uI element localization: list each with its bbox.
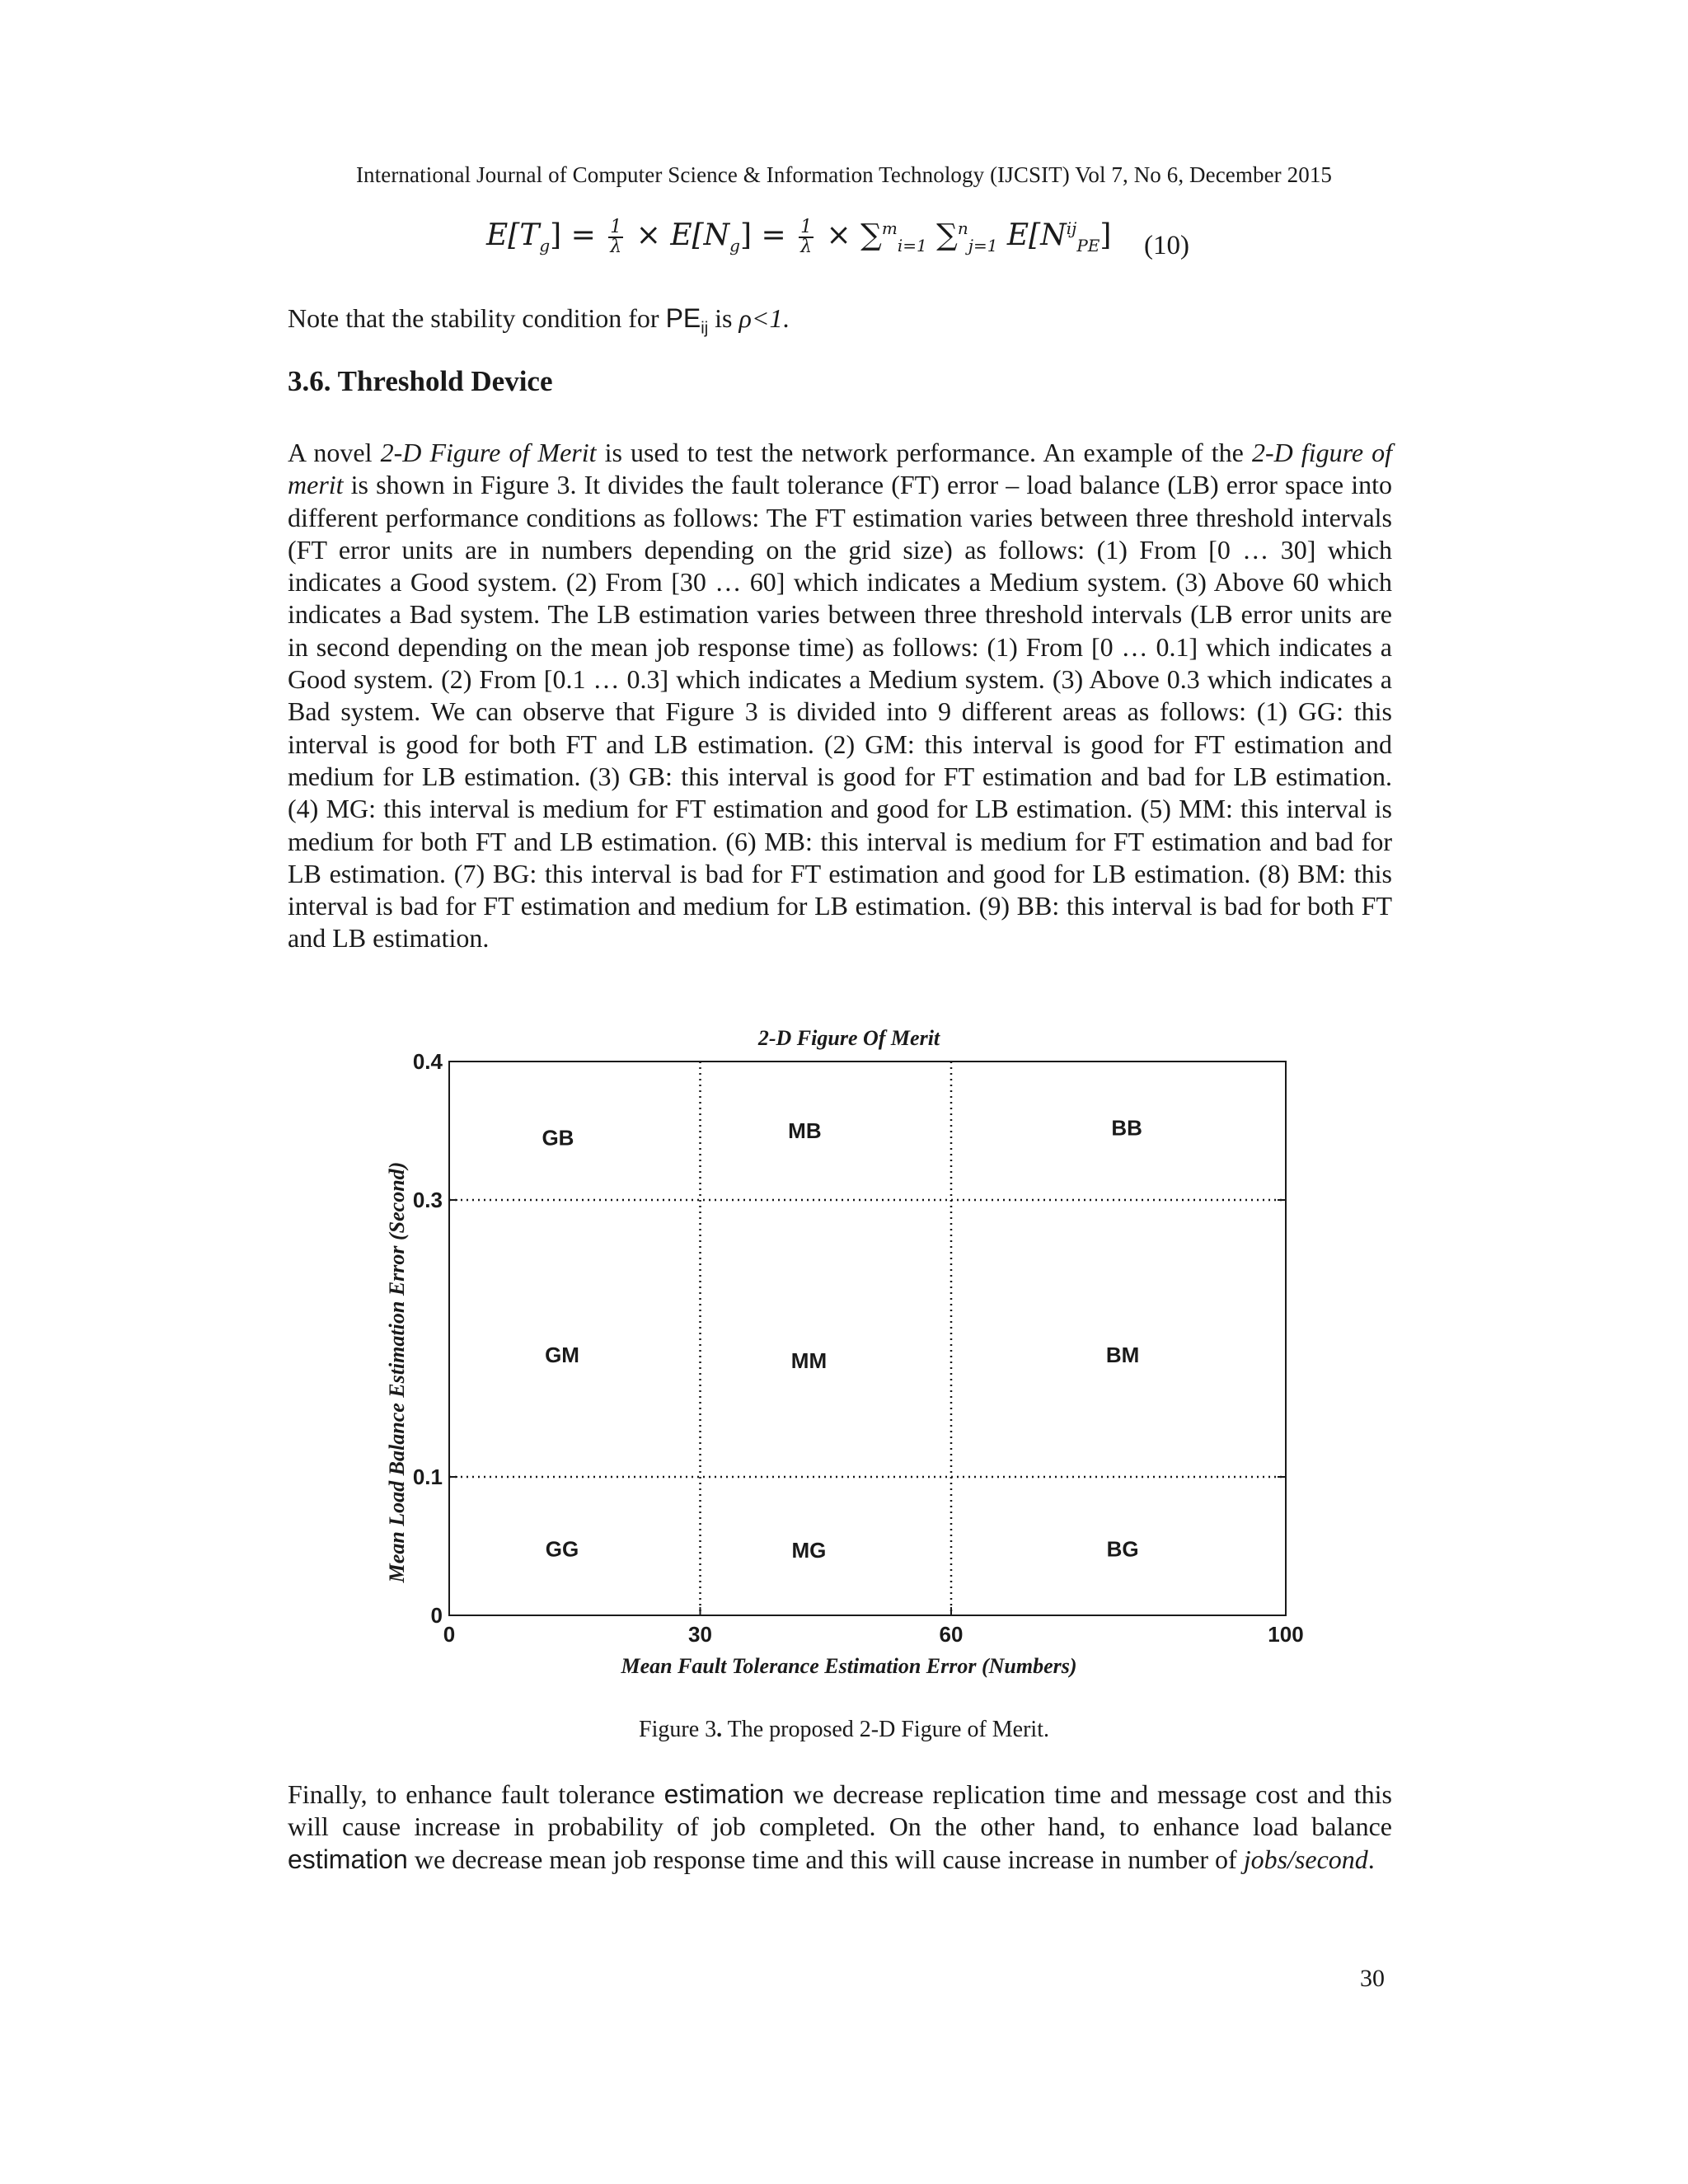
figure-caption (0, 1717, 1688, 1743)
eq-fraction (608, 218, 623, 256)
eq-mid-sub: g (729, 236, 740, 256)
para2-part4: . (1367, 1844, 1375, 1874)
x-tick-label-3: 100 (1268, 1622, 1304, 1647)
x-tick-label-1: 30 (688, 1622, 712, 1647)
eq-lhs: E[T (486, 218, 540, 252)
eq-lhs-sub: g (539, 236, 551, 256)
chart-title: 2-D Figure Of Merit (757, 1026, 940, 1050)
eq-expect: E[N (1006, 218, 1067, 252)
eq-frac-num: 1 (610, 217, 622, 237)
para1-em2: 2-D figure of merit (288, 438, 1393, 500)
region-label-gm: GM (545, 1343, 579, 1368)
para2-part2: we decrease replication time and message cost and this will cause increase in probability of job completed. On the other hand, to enhance load balance (288, 1779, 1393, 1842)
caption-text: The proposed 2-D Figure of Merit. (722, 1717, 1049, 1742)
eq-frac-num-2: 1 (800, 217, 813, 237)
para2-part3: we decrease mean job response time and this will cause increase in number of (407, 1844, 1244, 1874)
x-tick-label-2: 60 (939, 1622, 964, 1647)
section-title: 3.6. Threshold Device (288, 365, 553, 397)
chart-y-axis-label: Mean Load Balance Estimation Error (Second) (385, 1161, 409, 1583)
region-label-bb: BB (1111, 1115, 1142, 1141)
eq-sum1-sub: i=1 (897, 236, 927, 256)
y-tick-label-2: 0.3 (412, 1188, 443, 1212)
page-number: 30 (1360, 1965, 1385, 1992)
note-pe-sub: ij (701, 319, 709, 338)
caption-dot: . (716, 1717, 723, 1742)
chart-x-axis-label: Mean Fault Tolerance Estimation Error (Numbers) (621, 1654, 1077, 1678)
para2-em: jobs/second (1243, 1844, 1368, 1874)
eq-sum1-sup: m (881, 218, 898, 238)
note-text-mid: is (708, 303, 739, 333)
paragraph-conclusion (288, 1779, 1392, 1876)
y-tick-label-3: 0.4 (412, 1049, 443, 1074)
figure-of-merit-chart (379, 1014, 1335, 1714)
eq-sum2-sup: n (957, 218, 968, 238)
note-text-end: . (782, 303, 790, 333)
y-tick-label-0: 0 (430, 1603, 443, 1628)
note-condition: ρ<1 (738, 303, 783, 333)
region-label-bm: BM (1105, 1343, 1140, 1368)
eq-expect-sub: PE (1076, 236, 1100, 256)
equation-number: (10) (1144, 231, 1189, 260)
para2-estimation-1: estimation (663, 1779, 785, 1809)
note-pe: PE (665, 303, 701, 333)
para1-part3: is shown in Figure 3. It divides the fault tolerance (FT) error – load balance (LB) error space into different performance conditions as follows: The FT estimation varies between three threshold intervals (FT error units are in numbers depending on the grid size) as follows: (1) From [0 … 30] which indicates a Good system. (2) From [30 … 60] which indicates a Medium system. (3) Above 60 which indicates a Bad system. The LB estimation varies between three threshold intervals (LB error units are in second depending on the mean job response time) as follows: (1) From [0 … 0.1] which indicates a Good system. (2) From [0.1 … 0.3] which indicates a Medium system. (3) Above 0.3 which indicates a Bad system. We can observe that Figure 3 is divided into 9 different areas as follows: (1) GG: this interval is good for both FT and LB estimation. (2) GM: this interval is good for FT estimation and medium for LB estimation. (3) GB: this interval is good for FT estimation and bad for LB estimation. (4) MG: this interval is medium for FT estimation and good for LB estimation. (5) MM: this interval is medium for both FT and LB estimation. (6) MB: this interval is medium for FT estimation and bad for LB estimation. (7) BG: this interval is bad for FT estimation and good for LB estimation. (8) BM: this interval is bad for FT estimation and medium for LB estimation. (9) BB: this interval is bad for both FT and LB estimation. (288, 470, 1392, 954)
chart-plot-area (413, 1049, 1304, 1647)
equation-10: $E[T_g]$ = $\frac{1}{\lambda}$ × $E[N_g]$ = $\frac{1}{\lambda}$ × ∑$^m_{i=1}$ ∑$^n_{j=1}$ $E[N^{ij}_{PE}]$ (486, 217, 1112, 257)
eq-mid: × E[N (635, 218, 730, 252)
region-label-mb: MB (788, 1118, 822, 1143)
para2-part1: Finally, to enhance fault tolerance (288, 1779, 664, 1809)
paragraph-threshold-device (288, 437, 1392, 955)
eq-tail: × ∑ (826, 218, 882, 252)
region-label-gb: GB (542, 1125, 574, 1151)
eq-fraction-2 (799, 218, 814, 256)
para1-part1: A novel (288, 438, 381, 467)
x-tick-label-0: 0 (443, 1622, 456, 1647)
eq-frac-den-2: λ (800, 237, 813, 257)
stability-note (288, 303, 789, 338)
caption-label: Figure 3 (639, 1717, 717, 1742)
region-label-bg: BG (1106, 1536, 1139, 1562)
eq-expect-sup: ij (1066, 218, 1077, 238)
region-label-mm: MM (790, 1347, 828, 1373)
region-label-mg: MG (791, 1538, 827, 1563)
note-text-before: Note that the stability condition for (288, 303, 666, 333)
para2-estimation-2: estimation (288, 1844, 408, 1874)
journal-header: International Journal of Computer Science & Information Technology (IJCSIT) Vol 7, No 6, December 2015 (355, 162, 1333, 187)
eq-sum2-sub: j=1 (968, 236, 998, 256)
para1-part2: is used to test the network performance. An example of the (596, 438, 1252, 467)
plot-frame (449, 1062, 1286, 1615)
region-label-gg: GG (545, 1536, 579, 1562)
para1-em1: 2-D Figure of Merit (380, 438, 597, 467)
y-tick-label-1: 0.1 (412, 1465, 443, 1489)
eq-frac-den: λ (610, 237, 622, 257)
